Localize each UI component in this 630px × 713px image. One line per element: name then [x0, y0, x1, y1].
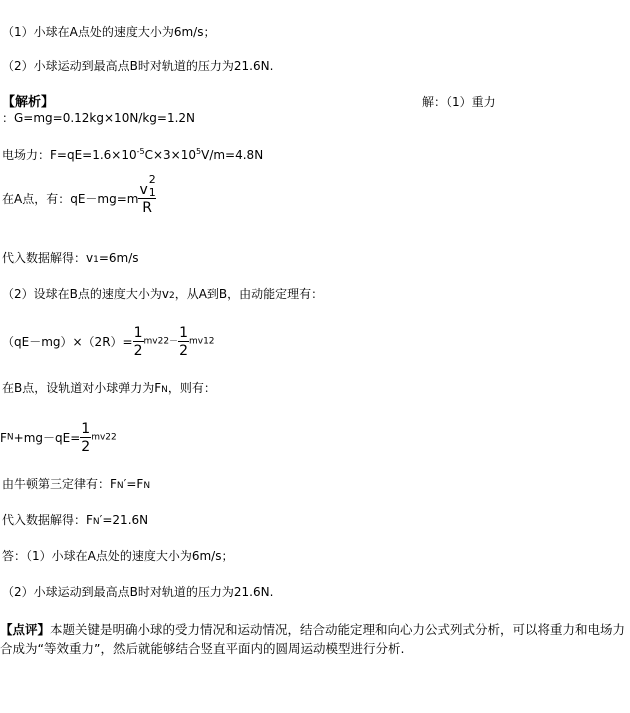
velocity-symbol: v	[139, 182, 148, 198]
point-a-equation	[2, 173, 156, 216]
gravity-equation: ：G=mg=0.12kg×10N/kg=1.2N	[2, 111, 196, 125]
point-b-force-intro	[2, 382, 216, 395]
radius-denominator: R	[142, 200, 152, 216]
efield-part-2: C×3×10	[144, 148, 197, 162]
answer-line-2: （2）小球运动到最高点B时对轨道的压力为21.6N.	[2, 59, 274, 73]
energy-term-2: mv12	[188, 336, 215, 347]
fn-eq-middle: +mg－qE=	[13, 431, 81, 445]
energy-term-1: mv22－	[143, 336, 179, 347]
analysis-intro: 解：（1）重力	[422, 95, 496, 109]
newton-third-law	[2, 478, 150, 491]
point-b-force-text: 在B点，设轨道对小球弹力为F	[2, 381, 162, 395]
half-fraction-3	[80, 422, 91, 454]
fn-eq-subscript: N	[6, 432, 14, 443]
energy-equation	[2, 326, 215, 358]
fn-prime-value: ′=21.6N	[99, 513, 149, 527]
v1-value: =6m/s	[98, 251, 139, 265]
newton-middle: ′=F	[123, 477, 144, 491]
comment-text: 本题关键是明确小球的受力情况和运动情况，结合动能定理和向心力公式列式分析，可以将重力和电场力合成为“等效重力”，然后就能够结合竖直平面内的圆周运动模型进行分析.	[0, 622, 626, 656]
v1-text: 代入数据解得：v	[2, 251, 94, 265]
half-fraction-1	[133, 326, 144, 358]
point-b-intro	[2, 288, 323, 301]
comment-paragraph	[0, 620, 630, 658]
point-b-intro-rest: ，从A到B，由动能定理有：	[174, 287, 324, 301]
fn-prime-text: 代入数据解得：F	[2, 513, 93, 527]
newton-text: 由牛顿第三定律有：F	[2, 477, 117, 491]
half-numerator-2: 1	[179, 325, 188, 341]
point-a-text: 在A点，有：qE－mg=m	[2, 192, 139, 206]
electric-force-equation	[2, 148, 263, 161]
fn-subscript: N	[161, 385, 168, 395]
fn-prime-result	[2, 514, 148, 527]
newton-subscript-1: N	[116, 481, 124, 491]
fn-symbol: F	[0, 431, 7, 445]
half-denominator-2: 2	[179, 343, 188, 359]
velocity-superscript: 2	[148, 173, 156, 186]
point-b-force-rest: ，则有：	[167, 381, 216, 395]
v1-result	[2, 252, 139, 265]
half-fraction-2	[178, 326, 189, 358]
half-denominator-1: 2	[133, 343, 143, 359]
v1-subscript: 1	[93, 255, 99, 265]
v2-subscript: 2	[168, 291, 175, 301]
energy-lhs: （qE－mg）×（2R）=	[2, 335, 133, 349]
answer-line-1: （1）小球在A点处的速度大小为6m/s；	[2, 25, 216, 39]
half-numerator-3: 1	[81, 421, 91, 437]
point-a-fraction	[138, 173, 156, 216]
analysis-label: 【解析】	[2, 95, 55, 110]
fn-eq-term: mv22	[91, 432, 117, 443]
velocity-subscript: 1	[148, 186, 156, 199]
newton-subscript-2: N	[143, 481, 151, 491]
final-answer-2: （2）小球运动到最高点B时对轨道的压力为21.6N.	[2, 585, 274, 599]
efield-part-3: V/m=4.8N	[201, 148, 264, 162]
half-numerator-1: 1	[133, 325, 143, 341]
efield-exponent-2: 5	[196, 147, 202, 156]
efield-exponent-1: -5	[136, 147, 145, 156]
half-denominator-3: 2	[81, 439, 91, 455]
point-b-intro-text: （2）设球在B点的速度大小为v	[2, 287, 169, 301]
efield-part-1: 电场力：F=qE=1.6×10	[2, 148, 137, 162]
fn-prime-subscript: N	[92, 517, 100, 527]
fn-equation	[0, 422, 117, 454]
comment-label: 【点评】	[0, 622, 51, 637]
final-answer-1: 答：（1）小球在A点处的速度大小为6m/s；	[2, 549, 234, 563]
